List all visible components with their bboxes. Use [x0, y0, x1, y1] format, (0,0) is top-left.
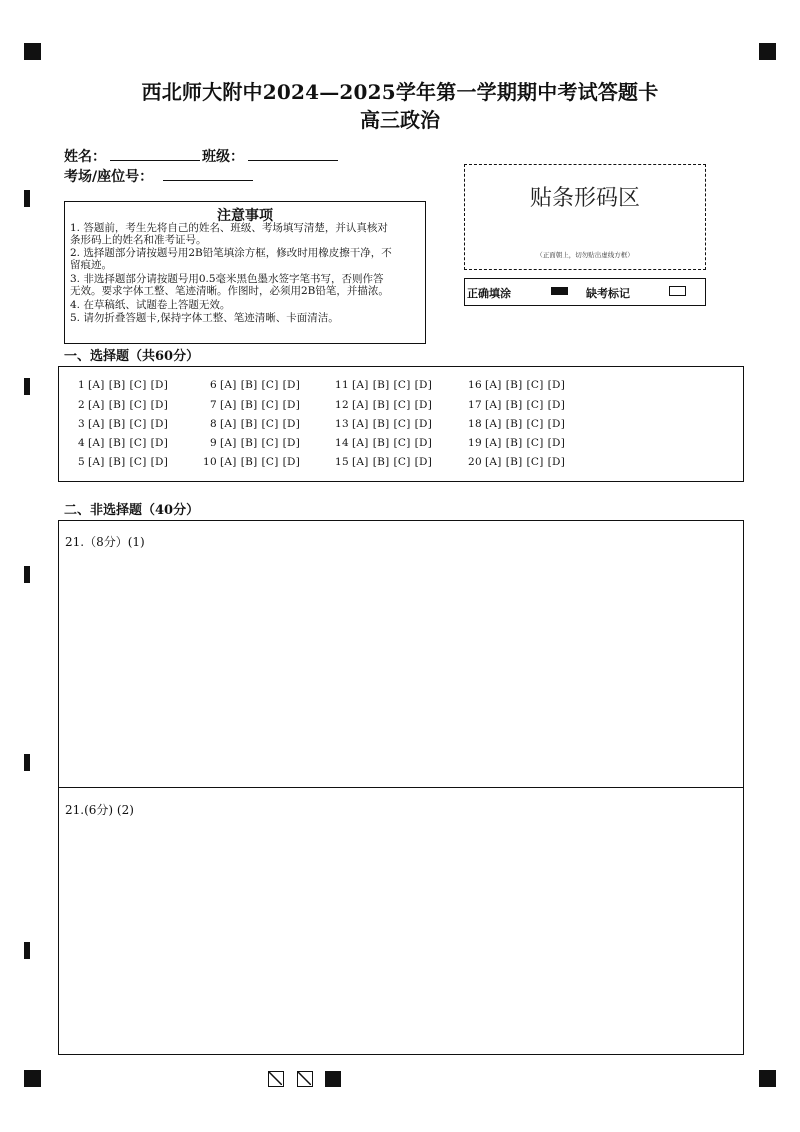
option-b[interactable]: [B] — [240, 437, 258, 449]
option-d[interactable]: [D] — [282, 379, 301, 391]
option-d[interactable]: [D] — [547, 456, 566, 468]
name-label: 姓名： — [64, 149, 106, 165]
option-b[interactable]: [B] — [505, 437, 523, 449]
option-b[interactable]: [B] — [505, 399, 523, 411]
option-d[interactable]: [D] — [414, 379, 433, 391]
notice-line: 3. 非选择题部分请按题号用0.5毫米黑色墨水签字笔书写，否则作答 — [70, 273, 384, 285]
notice-title: 注意事项 — [217, 208, 273, 224]
option-c[interactable]: [C] — [393, 418, 411, 430]
option-d[interactable]: [D] — [547, 418, 566, 430]
option-c[interactable]: [C] — [129, 437, 147, 449]
crossed-square-icon — [268, 1071, 284, 1087]
option-c[interactable]: [C] — [393, 456, 411, 468]
notice-line: 1. 答题前，考生先将自己的姓名、班级、考场填写清楚，并认真核对 — [70, 222, 388, 234]
question-row — [199, 379, 304, 391]
question-number: 15 — [335, 456, 349, 468]
barcode-title: 贴条形码区 — [529, 186, 640, 211]
option-a[interactable]: [A] — [88, 456, 105, 468]
option-b[interactable]: [B] — [372, 437, 390, 449]
option-d[interactable]: [D] — [547, 437, 566, 449]
option-c[interactable]: [C] — [261, 379, 279, 391]
question-row — [464, 437, 569, 449]
barcode-area[interactable] — [464, 164, 706, 270]
question-number: 19 — [468, 437, 482, 449]
answer-area-q21-2[interactable] — [58, 787, 744, 1055]
question-number: 8 — [210, 418, 217, 430]
option-a[interactable]: [A] — [352, 456, 369, 468]
fill-legend — [464, 278, 706, 306]
timing-mark — [24, 942, 30, 959]
notice-line: 无效。要求字体工整、笔迹清晰。作图时，必须用2B铅笔，并描浓。 — [70, 285, 389, 297]
option-a[interactable]: [A] — [485, 437, 502, 449]
option-c[interactable]: [C] — [393, 399, 411, 411]
option-b[interactable]: [B] — [505, 456, 523, 468]
option-d[interactable]: [D] — [282, 399, 301, 411]
option-c[interactable]: [C] — [129, 418, 147, 430]
question-row — [464, 379, 569, 391]
option-a[interactable]: [A] — [352, 379, 369, 391]
question-label: 21.（8分）(1) — [65, 535, 145, 549]
option-b[interactable]: [B] — [372, 418, 390, 430]
option-d[interactable]: [D] — [414, 437, 433, 449]
option-b[interactable]: [B] — [240, 418, 258, 430]
section-heading-open: 二、非选择题（40分） — [64, 503, 200, 518]
correct-fill-label: 正确填涂 — [467, 287, 511, 300]
question-row — [199, 418, 304, 430]
option-c[interactable]: [C] — [393, 379, 411, 391]
option-d[interactable]: [D] — [282, 437, 301, 449]
option-a[interactable]: [A] — [220, 456, 237, 468]
notice-line: 2. 选择题部分请按题号用2B铅笔填涂方框，修改时用橡皮擦干净，不 — [70, 247, 392, 259]
option-a[interactable]: [A] — [88, 437, 105, 449]
crossed-square-icon — [297, 1071, 313, 1087]
multiple-choice-box — [58, 366, 744, 482]
option-b[interactable]: [B] — [240, 379, 258, 391]
notice-line: 5. 请勿折叠答题卡,保持字体工整、笔迹清晰、卡面清洁。 — [70, 312, 339, 324]
question-row — [199, 437, 304, 449]
filled-sample-icon — [551, 287, 568, 295]
option-d[interactable]: [D] — [414, 418, 433, 430]
notice-line: 4. 在草稿纸、试题卷上答题无效。 — [70, 299, 231, 311]
option-b[interactable]: [B] — [505, 418, 523, 430]
option-c[interactable]: [C] — [129, 379, 147, 391]
question-number: 13 — [335, 418, 349, 430]
option-d[interactable]: [D] — [547, 399, 566, 411]
notice-line: 留痕迹。 — [70, 259, 112, 271]
question-number: 6 — [210, 379, 217, 391]
question-row — [464, 418, 569, 430]
option-b[interactable]: [B] — [108, 399, 126, 411]
registration-mark-top-right — [759, 43, 776, 60]
option-b[interactable]: [B] — [108, 456, 126, 468]
option-a[interactable]: [A] — [88, 379, 105, 391]
question-row — [67, 456, 172, 468]
option-b[interactable]: [B] — [372, 379, 390, 391]
question-row — [331, 456, 436, 468]
seat-label: 考场/座位号： — [64, 169, 154, 185]
registration-mark-bottom-left — [24, 1070, 41, 1087]
timing-mark — [24, 190, 30, 207]
registration-mark-bottom-right — [759, 1070, 776, 1087]
option-a[interactable]: [A] — [220, 437, 237, 449]
option-c[interactable]: [C] — [526, 399, 544, 411]
absent-mark-label: 缺考标记 — [586, 287, 630, 300]
question-number: 14 — [335, 437, 349, 449]
option-b[interactable]: [B] — [240, 399, 258, 411]
option-d[interactable]: [D] — [150, 456, 169, 468]
option-a[interactable]: [A] — [220, 379, 237, 391]
option-c[interactable]: [C] — [393, 437, 411, 449]
question-number: 4 — [78, 437, 85, 449]
option-c[interactable]: [C] — [129, 399, 147, 411]
question-row — [67, 379, 172, 391]
question-row — [464, 399, 569, 411]
notice-box — [64, 201, 426, 344]
option-a[interactable]: [A] — [485, 418, 502, 430]
question-number: 12 — [335, 399, 349, 411]
option-a[interactable]: [A] — [352, 399, 369, 411]
option-c[interactable]: [C] — [129, 456, 147, 468]
registration-mark-top-left — [24, 43, 41, 60]
option-a[interactable]: [A] — [485, 399, 502, 411]
question-row — [331, 379, 436, 391]
question-number: 16 — [468, 379, 482, 391]
question-number: 17 — [468, 399, 482, 411]
option-d[interactable]: [D] — [282, 418, 301, 430]
question-row — [331, 399, 436, 411]
filled-square-icon — [325, 1071, 341, 1087]
absent-checkbox[interactable] — [669, 286, 686, 296]
seat-field[interactable] — [163, 166, 253, 181]
question-number: 7 — [210, 399, 217, 411]
option-a[interactable]: [A] — [88, 418, 105, 430]
option-d[interactable]: [D] — [150, 379, 169, 391]
option-a[interactable]: [A] — [220, 399, 237, 411]
timing-mark — [24, 754, 30, 771]
name-field[interactable] — [110, 146, 200, 161]
subject-title: 高三政治 — [360, 108, 440, 132]
option-c[interactable]: [C] — [261, 418, 279, 430]
option-b[interactable]: [B] — [108, 379, 126, 391]
option-c[interactable]: [C] — [526, 418, 544, 430]
option-b[interactable]: [B] — [108, 437, 126, 449]
option-d[interactable]: [D] — [414, 456, 433, 468]
question-number: 20 — [468, 456, 482, 468]
option-a[interactable]: [A] — [220, 418, 237, 430]
question-row — [67, 418, 172, 430]
option-d[interactable]: [D] — [150, 437, 169, 449]
option-c[interactable]: [C] — [526, 437, 544, 449]
question-number: 3 — [78, 418, 85, 430]
question-number: 2 — [78, 399, 85, 411]
question-row — [67, 437, 172, 449]
class-field[interactable] — [248, 146, 338, 161]
option-b[interactable]: [B] — [372, 456, 390, 468]
option-d[interactable]: [D] — [414, 399, 433, 411]
option-b[interactable]: [B] — [240, 456, 258, 468]
option-b[interactable]: [B] — [505, 379, 523, 391]
option-b[interactable]: [B] — [372, 399, 390, 411]
question-label: 21.(6分) (2) — [65, 803, 134, 817]
question-number: 11 — [335, 379, 349, 391]
option-c[interactable]: [C] — [526, 379, 544, 391]
question-number: 10 — [203, 456, 217, 468]
option-c[interactable]: [C] — [526, 456, 544, 468]
question-row — [464, 456, 569, 468]
option-d[interactable]: [D] — [547, 379, 566, 391]
option-c[interactable]: [C] — [261, 399, 279, 411]
question-row — [199, 456, 304, 468]
question-row — [331, 418, 436, 430]
option-a[interactable]: [A] — [485, 456, 502, 468]
option-a[interactable]: [A] — [485, 379, 502, 391]
question-number: 1 — [78, 379, 85, 391]
option-a[interactable]: [A] — [352, 437, 369, 449]
question-number: 5 — [78, 456, 85, 468]
option-a[interactable]: [A] — [352, 418, 369, 430]
page-title: 西北师大附中2024—2025学年第一学期期中考试答题卡 — [141, 80, 659, 104]
option-d[interactable]: [D] — [282, 456, 301, 468]
option-d[interactable]: [D] — [150, 399, 169, 411]
question-row — [331, 437, 436, 449]
question-number: 9 — [210, 437, 217, 449]
option-c[interactable]: [C] — [261, 437, 279, 449]
notice-line: 条形码上的姓名和准考证号。 — [70, 234, 207, 246]
class-label: 班级： — [202, 149, 244, 165]
option-d[interactable]: [D] — [150, 418, 169, 430]
question-row — [199, 399, 304, 411]
answer-area-q21-1[interactable] — [58, 520, 744, 788]
barcode-note: （正面朝上，切勿贴出虚线方框） — [536, 251, 634, 259]
question-row — [67, 399, 172, 411]
option-b[interactable]: [B] — [108, 418, 126, 430]
timing-mark — [24, 566, 30, 583]
option-c[interactable]: [C] — [261, 456, 279, 468]
option-a[interactable]: [A] — [88, 399, 105, 411]
timing-mark — [24, 378, 30, 395]
section-heading-choice: 一、选择题（共60分） — [64, 349, 200, 364]
question-number: 18 — [468, 418, 482, 430]
